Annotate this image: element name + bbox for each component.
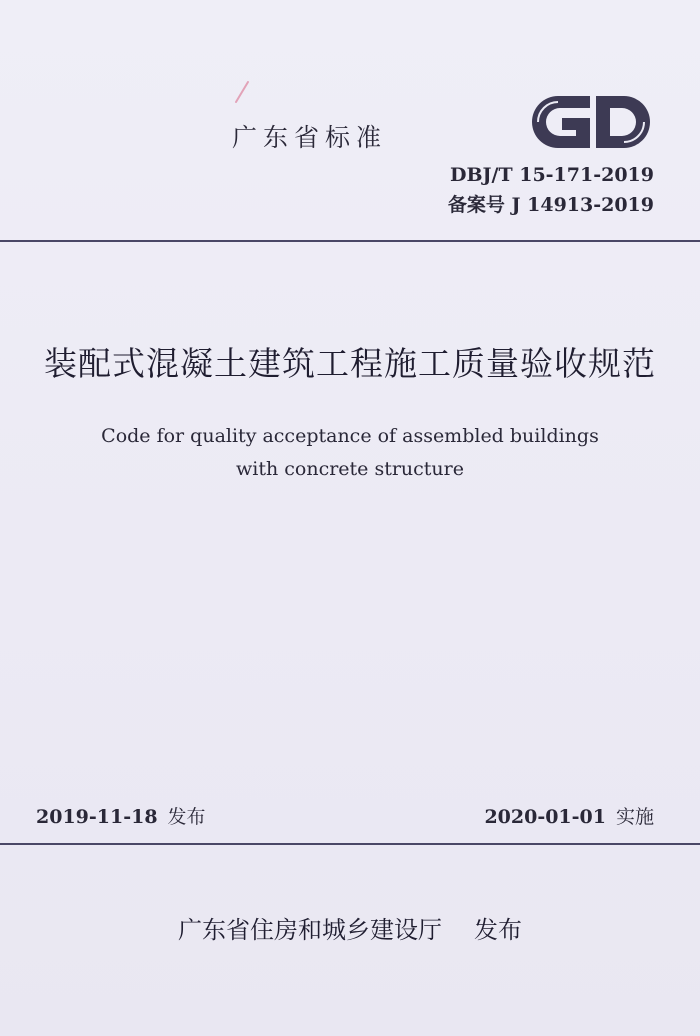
publisher-name: 广东省住房和城乡建设厅 xyxy=(178,916,442,944)
issue-date-label: 发布 xyxy=(167,806,206,828)
title-english-line-2: with concrete structure xyxy=(236,458,464,480)
ink-mark xyxy=(230,80,254,106)
standard-series-label: 广东省标准 xyxy=(232,123,388,152)
effective-date-label: 实施 xyxy=(615,806,654,828)
effective-date xyxy=(484,802,654,829)
title-english xyxy=(0,420,700,486)
effective-date-value: 2020-01-01 xyxy=(484,806,606,828)
issue-date xyxy=(36,802,206,829)
top-divider xyxy=(0,240,700,242)
gd-logo-icon xyxy=(528,88,654,156)
issue-date-value: 2019-11-18 xyxy=(36,806,158,828)
record-number: 备案号 J 14913-2019 xyxy=(447,194,654,216)
standard-code: DBJ/T 15-171-2019 xyxy=(450,164,654,186)
bottom-divider xyxy=(0,843,700,845)
publisher-line xyxy=(0,910,700,945)
publisher-action: 发布 xyxy=(474,916,522,944)
standard-code-block xyxy=(448,160,654,220)
title-english-line-1: Code for quality acceptance of assembled buildings xyxy=(101,425,599,447)
title-chinese: 装配式混凝土建筑工程施工质量验收规范 xyxy=(44,344,656,383)
